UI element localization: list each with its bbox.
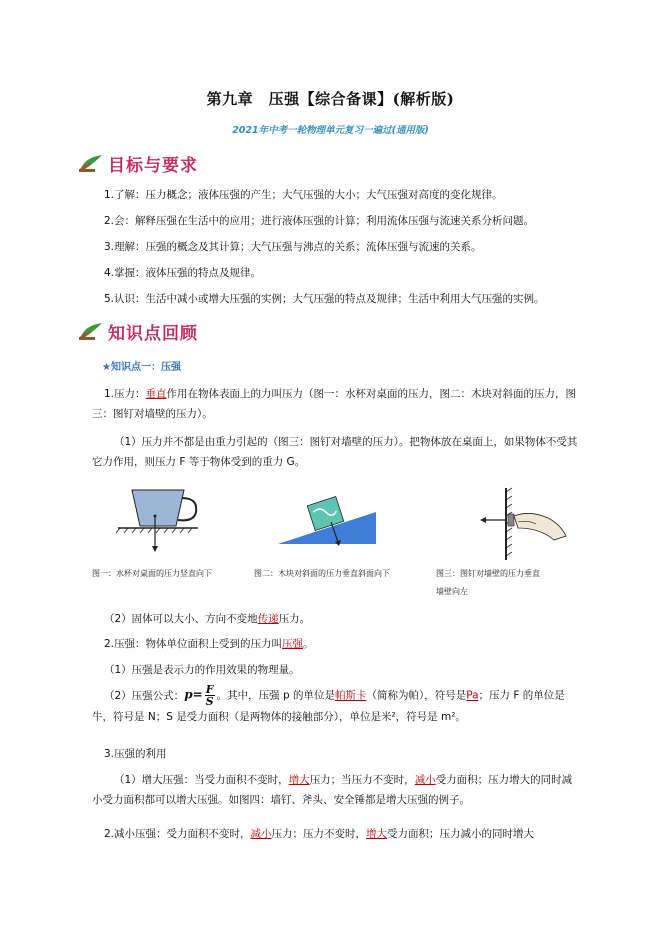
pen-icon [78, 321, 104, 341]
goal-item: 1.了解：压力概念；液体压强的产生；大气压强的大小；大气压强对高度的变化规律。 [104, 189, 503, 201]
figure-cup-on-table [110, 486, 206, 556]
paragraph-application: 3.压强的利用 [104, 748, 167, 760]
page-title: 第九章 压强【综合备课】(解析版) [206, 90, 455, 108]
goal-item: 2.会：解释压强在生活中的应用；进行液体压强的计算；利用流体压强与流速关系分析问题。 [104, 215, 535, 227]
paragraph-increase: （1）增大压强：当受力面积不变时，增大压力；当压力不变时，减小受力面积；压力增大的同时减小受力面积都可以增大压强。如图四：墙钉、斧头、安全锤都是增大压强的例子。 [92, 774, 573, 806]
section-label: 知识点回顾 [108, 323, 198, 344]
section-label: 目标与要求 [108, 155, 198, 176]
figure-block-on-slope [276, 488, 380, 552]
figure-caption-3-cont: 墙壁向左 [436, 587, 468, 596]
figure-caption-3: 图三：图钉对墙壁的压力垂直 [436, 569, 540, 578]
paragraph-pressure-note: （1）压力并不都是由重力引起的（图三：图钉对墙壁的压力）。把物体放在桌面上，如果物体不受其它力作用，则压力 F 等于物体受到的重力 G。 [92, 436, 578, 468]
paragraph-formula: （2）压强公式：p= $\frac{F}{S}$ 。其中，压强 p 的单位是帕斯卡（简称为帕），符号是Pa；压力 F 的单位是牛，符号是 N；S 是受力面积（是两物体的接触部分），单位是米²，符号是 m²。 [92, 683, 565, 723]
goal-item: 3.理解：压强的概念及其计算；大气压强与沸点的关系；流体压强与流速的关系。 [104, 241, 482, 253]
figure-pin-on-wall [474, 484, 574, 564]
figure-caption-2: 图二：木块对斜面的压力垂直斜面向下 [254, 569, 390, 578]
paragraph-pressure: 1.压力：垂直作用在物体表面上的力叫压力（图一：水杯对桌面的压力，图二：木块对斜面的压力，图三：图钉对墙壁的压力）。 [92, 388, 577, 420]
paragraph-pressure-def: 2.压强：物体单位面积上受到的压力叫压强。 [104, 638, 314, 650]
section-header-goals [78, 150, 198, 176]
paragraph-transfer: （2）固体可以大小、方向不变地传递压力。 [104, 613, 311, 625]
knowledge-point-title: ★知识点一：压强 [102, 362, 181, 373]
pen-icon [78, 153, 104, 173]
goal-item: 5.认识：生活中减小或增大压强的实例；大气压强的特点及规律；生活中利用大气压强的实例。 [104, 293, 545, 305]
figure-caption-1: 图一：水杯对桌面的压力竖直向下 [92, 569, 212, 578]
formula-fraction: $\frac{F}{S}$ [205, 683, 214, 708]
section-header-review [78, 318, 198, 344]
paragraph-decrease: 2.减小压强：受力面积不变时，减小压力；压力不变时，增大受力面积；压力减小的同时增大 [104, 828, 535, 840]
paragraph-effect: （1）压强是表示力的作用效果的物理量。 [104, 664, 300, 676]
page-subtitle: 2021年中考一轮物理单元复习一遍过(通用版) [232, 125, 429, 136]
goal-item: 4.掌握：液体压强的特点及规律。 [104, 267, 262, 279]
